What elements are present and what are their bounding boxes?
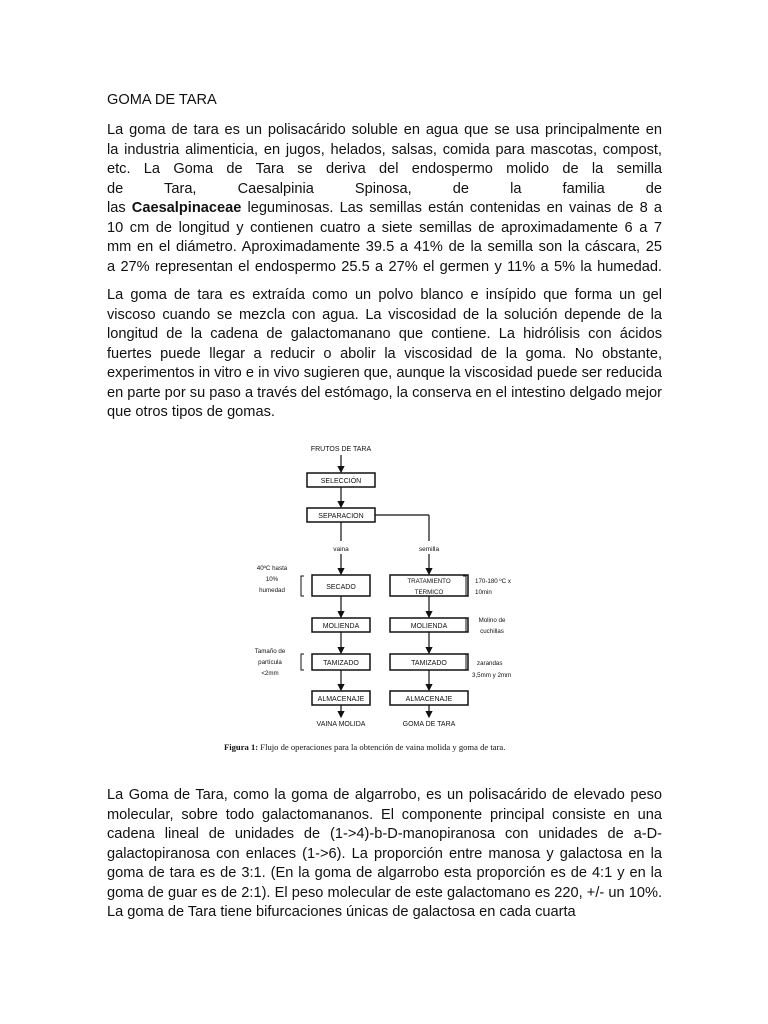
bracket [301, 576, 304, 596]
paragraph-1-line: mm en el diámetro. Aproximadamente 39.5 a 41% de la semilla son la cáscara, 25 [107, 239, 662, 255]
paragraph-1-line: la industria alimenticia, en jugos, helados, salsas, comida para mascotas, compost, [107, 141, 662, 158]
almacenaje-left-label: ALMACENAJE [317, 696, 365, 703]
note-tamizado-right-line: zarandas [477, 660, 503, 667]
flow-start-label: FRUTOS DE TARA [310, 446, 372, 453]
secado-label: SECADO [326, 584, 356, 591]
tratamiento-label: TRATAMIENTO [407, 578, 451, 585]
output-vaina-molida: VAINA MOLIDA [316, 721, 366, 728]
bracket [301, 654, 304, 670]
paragraph-1-line [107, 199, 662, 219]
document-title: GOMA DE TARA [107, 92, 217, 108]
flowchart-diagram [224, 434, 530, 764]
paragraph-1-line: 10 cm de longitud y contienen cuatro a siete semillas de aproximadamente 6 a 7 [107, 219, 662, 236]
caption-label: Figura 1: [224, 742, 259, 752]
molienda-right-label: MOLIENDA [410, 623, 448, 630]
seleccion-label: SELECCIÓN [320, 478, 362, 485]
paragraph-1-line: a 27% representan el endospermo 25.5 a 27% el germen y 11% a 5% la humedad. [107, 258, 662, 275]
note-molienda-line: cuchillas [480, 628, 504, 635]
paragraph-2: La goma de tara es extraída como un polvo blanco e insípido que forma un gel viscoso cuando se mezcla con agua. La viscosidad de la solución depende de la longitud de la cadena de galactomanano que contiene. La hidrólisis con ácidos fuertes puede llegar a reducir o abolir la viscosidad de la goma. No obstante, experimentos in vitro e in vivo sugieren que, aunque la viscosidad puede ser reducida en parte por su paso a través del estómago, la conserva en el intestino delgado mejor que otros tipos de gomas. [107, 287, 662, 420]
tamizado-left-label: TAMIZADO [323, 660, 359, 667]
note-secado-line: 10% [265, 576, 279, 583]
branch-vaina-label: vaina [333, 546, 349, 553]
paragraph-1 [107, 121, 662, 277]
note-secado-line: 40ºC hasta [256, 565, 288, 572]
caption-text: Flujo de operaciones para la obtención de vaina molida y goma de tara. [258, 742, 506, 752]
paragraph-1-line: La goma de tara es un polisacárido soluble en agua que se usa principalmente en [107, 122, 662, 138]
paragraph-1-line: de Tara, Caesalpinia Spinosa, de la familia de [107, 180, 662, 197]
paragraph-3: La Goma de Tara, como la goma de algarrobo, es un polisacárido de elevado peso molecular, sobre todo galactomananos. El componente principal consiste en una cadena lineal de unidades de (1->4)-b-D-manopiranosa con unidades de a-D-galactopiranosa con enlaces (1->6). La proporción entre manosa y galactosa en la goma de tara es de 3:1. (En la goma de algarrobo esta proporción es de 4:1 y en la goma de guar es de 2:1). El peso molecular de este galactomano es 220, +/- un 10%. La goma de Tara tiene bifurcaciones únicas de galactosa en cada cuarta [107, 787, 662, 920]
branch-semilla-label: semilla [418, 546, 440, 553]
figure-caption [224, 742, 505, 752]
note-tamizado-line: Tamaño de [254, 648, 286, 655]
paragraph-1-line: etc. La Goma de Tara se deriva del endospermo molido de la semilla [107, 161, 662, 177]
note-tratamiento-line: 170-180 ºC x [475, 578, 511, 585]
note-molienda-line: Molino de [478, 617, 506, 624]
separacion-label: SEPARACION [318, 513, 364, 520]
output-goma-de-tara: GOMA DE TARA [402, 721, 456, 728]
flowchart-figure [224, 434, 530, 764]
note-secado-line: humedad [259, 587, 285, 594]
note-tamizado-line: partícula [258, 659, 282, 666]
molienda-left-label: MOLIENDA [322, 623, 360, 630]
note-tratamiento-line: 10min [475, 589, 492, 596]
text-fragment: leguminosas. Las semillas están contenidas en vainas de 8 a [241, 200, 662, 216]
almacenaje-right-label: ALMACENAJE [405, 696, 453, 703]
bold-term: Caesalpinaceae [131, 200, 242, 216]
note-tamizado-line: <2mm [261, 670, 279, 677]
text-fragment: las [107, 200, 132, 216]
tamizado-right-label: TAMIZADO [411, 660, 447, 667]
note-tamizado-right-line: 3,5mm y 2mm [472, 672, 512, 679]
termico-label: TERMICO [414, 589, 444, 596]
